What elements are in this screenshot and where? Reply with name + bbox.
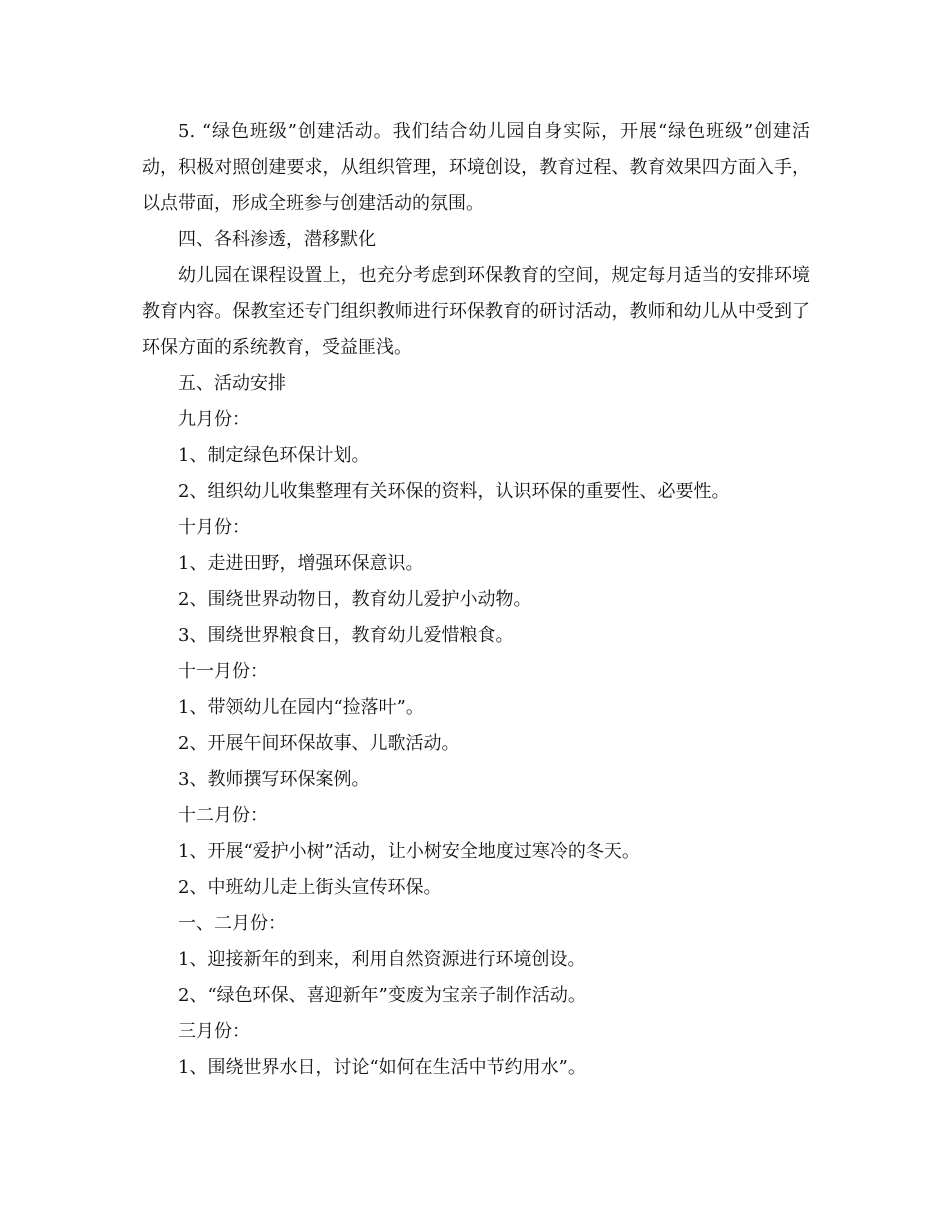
month-heading-october: 十月份： (178, 517, 250, 538)
list-item: 1、围绕世界水日，讨论“如何在生活中节约用水”。 (178, 1057, 586, 1078)
list-item: 3、教师撰写环保案例。 (178, 769, 370, 790)
list-item: 3、围绕世界粮食日，教育幼儿爱惜粮食。 (178, 625, 514, 646)
list-item: 1、走进田野，增强环保意识。 (178, 553, 424, 574)
list-item: 2、“绿色环保、喜迎新年”变废为宝亲子制作活动。 (178, 985, 586, 1006)
list-item: 1、带领幼儿在园内“捡落叶”。 (178, 697, 424, 718)
list-item: 1、开展“爱护小树”活动，让小树安全地度过寒冷的冬天。 (178, 841, 640, 862)
section-heading-4: 四、各科渗透，潜移默化 (178, 229, 376, 250)
month-heading-september: 九月份： (178, 409, 250, 430)
list-item: 2、组织幼儿收集整理有关环保的资料，认识环保的重要性、必要性。 (178, 481, 730, 502)
list-item: 2、中班幼儿走上街头宣传环保。 (178, 877, 442, 898)
list-item: 1、制定绿色环保计划。 (178, 445, 370, 466)
month-heading-december: 十二月份： (178, 805, 268, 826)
list-item: 2、开展午间环保故事、儿歌活动。 (178, 733, 460, 754)
month-heading-march: 三月份： (178, 1021, 250, 1042)
list-item: 1、迎接新年的到来，利用自然资源进行环境创设。 (178, 949, 586, 970)
paragraph-curriculum: 幼儿园在课程设置上，也充分考虑到环保教育的空间，规定每月适当的安排环境教育内容。保教室还专门组织教师进行环保教育的研讨活动，教师和幼儿从中受到了环保方面的系统教育，受益匪浅。 (142, 265, 810, 358)
list-item: 2、围绕世界动物日，教育幼儿爱护小动物。 (178, 589, 532, 610)
paragraph-green-class: 5. “绿色班级”创建活动。我们结合幼儿园自身实际，开展“绿色班级”创建活动，积极对照创建要求，从组织管理，环境创设，教育过程、教育效果四方面入手，以点带面，形成全班参与创建活动的氛围。 (142, 121, 810, 214)
month-heading-november: 十一月份： (178, 661, 268, 682)
document-body (142, 114, 810, 1086)
month-heading-jan-feb: 一、二月份： (178, 913, 286, 934)
section-heading-5: 五、活动安排 (178, 373, 286, 394)
